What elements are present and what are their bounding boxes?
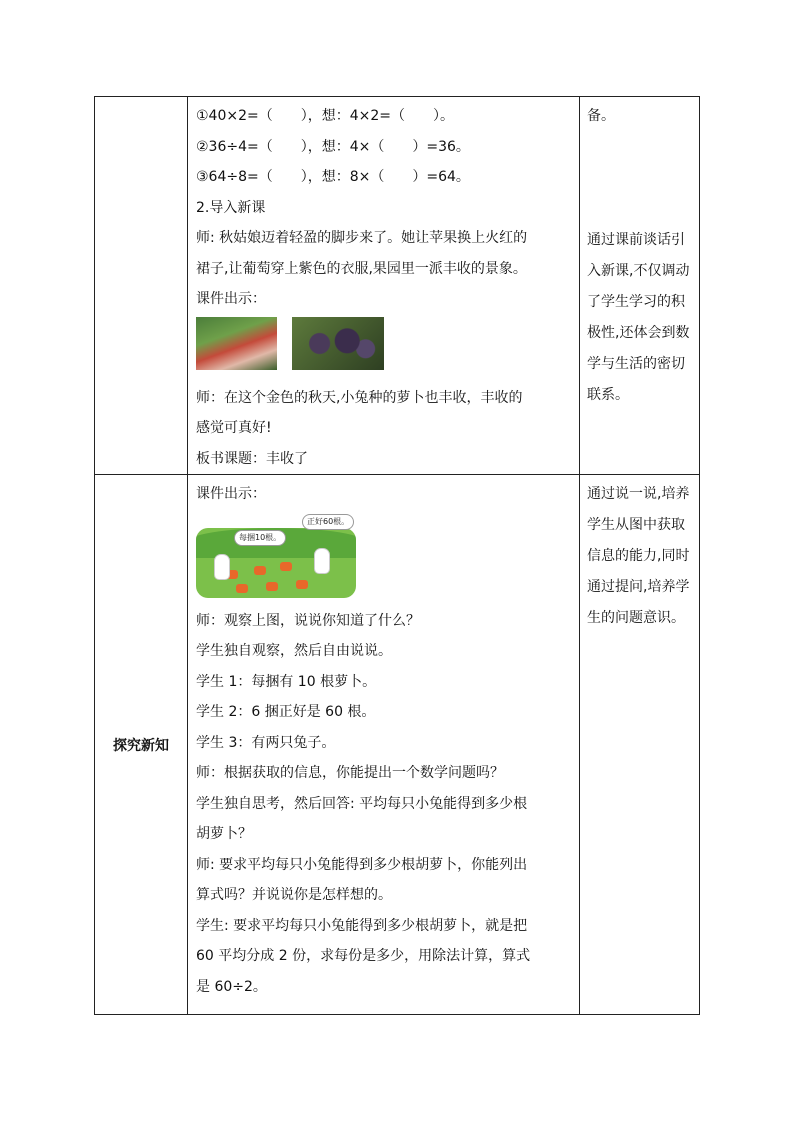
design-note: 通过说一说,培养学生从图中获取信息的能力,同时通过提问,培养学生的问题意识。 [587,486,690,626]
content-line: 学生 1：每捆有 10 根萝卜。 [196,673,377,690]
speech-bubble: 每捆10根。 [234,530,286,546]
carrot-icon [266,582,278,591]
section-title: 探究新知 [95,475,188,1015]
rabbit-icon [214,554,230,580]
content-line: 师：在这个金色的秋天,小兔种的萝卜也丰收，丰收的 [196,389,523,406]
carrot-icon [280,562,292,571]
content-line: ③64÷8=（ ），想：8×（ ）=64。 [196,169,470,185]
content-line: 感觉可真好! [196,420,272,436]
content-line: 师: 秋姑娘迈着轻盈的脚步来了。她让苹果换上火红的 [196,230,528,246]
content-line: 学生 3：有两只兔子。 [196,734,336,751]
content-line: 学生独自思考，然后回答: 平均每只小兔能得到多少根 [196,795,528,812]
table-row [95,475,700,1015]
rabbit-carrot-illustration [196,514,358,600]
carrot-icon [236,584,248,593]
content-line: ①40×2=（ ），想：4×2=（ ）。 [196,108,455,124]
content-line: 板书课题：丰收了 [196,450,308,467]
note-top: 备。 [587,108,615,124]
content-line: 师：观察上图，说说你知道了什么？ [196,612,420,629]
content-line: 学生: 要求平均每只小兔能得到多少根胡萝卜，就是把 [196,917,528,934]
content-line: 裙子,让葡萄穿上紫色的衣服,果园里一派丰收的景象。 [196,260,527,277]
content-line: ②36÷4=（ ），想：4×（ ）=36。 [196,138,470,155]
content-cell [188,475,580,1015]
content-line: 课件出示： [196,291,266,307]
photo-strip [196,317,573,379]
section-cell-empty [95,97,188,475]
lesson-table [94,96,700,1015]
note-cell [580,475,700,1015]
content-line: 课件出示： [196,486,266,502]
carrot-icon [296,580,308,589]
table-row [95,97,700,475]
content-line: 2.导入新课 [196,199,266,216]
content-line: 60 平均分成 2 份，求每份是多少，用除法计算，算式 [196,948,531,964]
grape-photo [292,317,384,370]
content-line: 算式吗？并说说你是怎样想的。 [196,887,392,903]
content-line: 胡萝卜？ [196,826,252,842]
content-line: 学生独自观察，然后自由说说。 [196,643,392,659]
content-line: 师: 要求平均每只小兔能得到多少根胡萝卜，你能列出 [196,856,528,873]
content-line: 学生 2：6 捆正好是 60 根。 [196,704,376,720]
rabbit-icon [314,548,330,574]
apple-tree-photo [196,317,277,370]
design-note: 通过课前谈话引入新课,不仅调动了学生学习的积极性,还体会到数学与生活的密切联系。 [587,232,690,403]
content-line: 师：根据获取的信息，你能提出一个数学问题吗？ [196,765,504,781]
carrot-icon [254,566,266,575]
content-cell [188,97,580,475]
note-cell [580,97,700,475]
content-line: 是 60÷2。 [196,978,267,995]
speech-bubble: 正好60根。 [302,514,354,530]
